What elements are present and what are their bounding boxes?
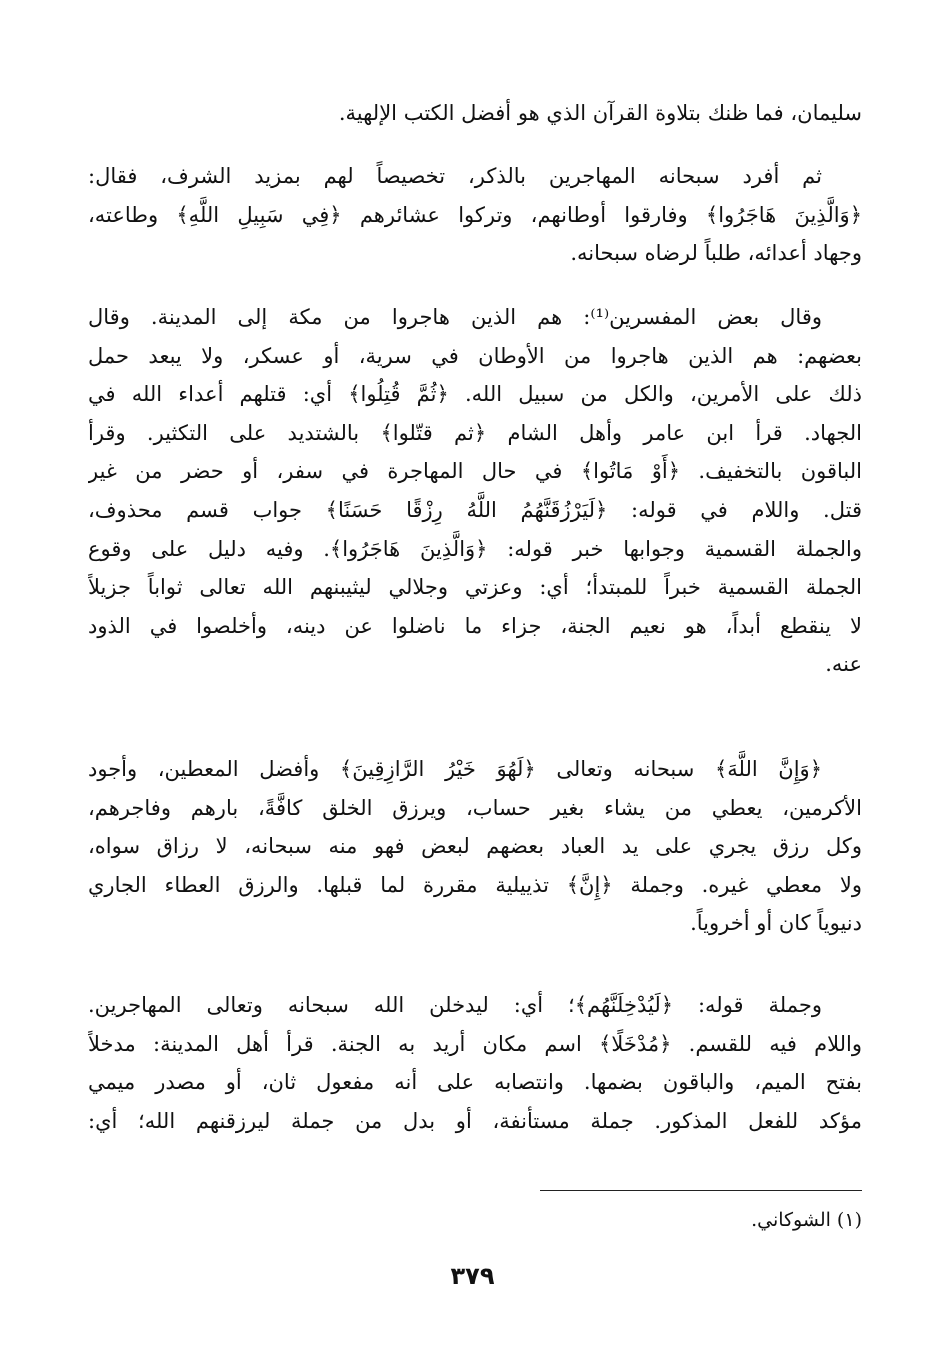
text-line: ثم أفرد سبحانه المهاجرين بالذكر، تخصيصاً لهم بمزيد الشرف، فقال: [88,164,822,188]
paragraph-5 [88,986,862,1140]
text-line: وجهاد أعدائه، طلباً لرضاه سبحانه. [570,241,862,266]
text-line: مؤكد للفعل المذكور. جملة مستأنفة، أو بدل من جملة ليرزقنهم الله؛ أي: [88,1108,862,1133]
text-line: وجملة قوله: ﴿لَيُدْخِلَنَّهُم﴾؛ أي: ليدخلن الله سبحانه وتعالى المهاجرين. [88,993,822,1017]
text-line: ﴿وَالَّذِينَ هَاجَرُوا﴾ وفارقوا أوطانهم، وتركوا عشائرهم ﴿فِي سَبِيلِ اللَّهِ﴾ وطاعته، [88,202,862,227]
text-line: الأكرمين، يعطي من يشاء بغير حساب، ويرزق الخلق كافَّةً، بارهم وفاجرهم، [88,795,862,820]
text-line: الجملة القسمية خبراً للمبتدأ؛ أي: وعزتي وجلالي ليثيبنهم الله تعالى ثواباً جزيلاً [88,575,862,600]
footnote-divider [540,1190,862,1191]
text-line: سليمان، فما ظنك بتلاوة القرآن الذي هو أفضل الكتب الإلهية. [338,101,862,125]
text-line: عنه. [825,652,862,677]
text-line: لا ينقطع أبداً، هو نعيم الجنة، جزاء ما ناضلوا عن دينه، وأخلصوا في الذود [88,613,862,638]
text-line: واللام فيه للقسم. ﴿مُدْخَلًا﴾ اسم مكان أريد به الجنة. قرأ أهل المدينة: مدخلاً [88,1031,862,1056]
page-number: ٣٧٩ [450,1262,495,1290]
footnote: (١) الشوكاني. [751,1209,862,1231]
text-line: ﴿وَإِنَّ اللَّهَ﴾ سبحانه وتعالى ﴿لَهُوَ خَيْرُ الرَّازِقِينَ﴾ وأفضل المعطين، وأجود [88,757,822,781]
paragraph-2 [88,157,862,273]
text-line: بعضهم: هم الذين هاجروا من الأوطان في سرية، أو عسكر، ولا يبعد حمل [88,343,862,368]
text-line: دنيوياً كان أو أخروياً. [690,911,862,936]
paragraph-3 [88,298,862,684]
text-line: والجملة القسمية وجوابها خبر قوله: ﴿وَالَّذِينَ هَاجَرُوا﴾. وفيه دليل على وقوع [88,536,862,561]
paragraph-1 [88,94,862,133]
text-line: ولا معطي غيره. وجملة ﴿إِنَّ﴾ تذييلية مقررة لما قبلها. والرزق العطاء الجاري [88,872,862,897]
text-line: الباقون بالتخفيف. ﴿أَوْ مَاتُوا﴾ في حال المهاجرة في سفر، أو حضر من غير [88,459,862,484]
text-line: وقال بعض المفسرين⁽¹⁾: هم الذين هاجروا من مكة إلى المدينة. وقال [88,305,822,329]
text-line: قتل. واللام في قوله: ﴿لَيَرْزُقَنَّهُمُ اللَّهُ رِزْقًا حَسَنًا﴾ جواب قسم محذوف، [88,497,862,522]
text-line: بفتح الميم، والباقون بضمها. وانتصابه على أنه مفعول ثان، أو مصدر ميمي [88,1070,862,1095]
text-line: الجهاد. قرأ ابن عامر وأهل الشام ﴿ثم قتّلوا﴾ بالشتديد على التكثير. وقرأ [88,420,862,445]
text-line: وكل رزق يجري على يد العباد بعضهم لبعض فهو منه سبحانه، لا رزاق سواه، [88,834,862,859]
paragraph-4 [88,750,862,943]
text-line: ذلك على الأمرين، والكل من سبيل الله. ﴿ثُمَّ قُتِلُوا﴾ أي: قتلهم أعداء الله في [88,382,862,407]
